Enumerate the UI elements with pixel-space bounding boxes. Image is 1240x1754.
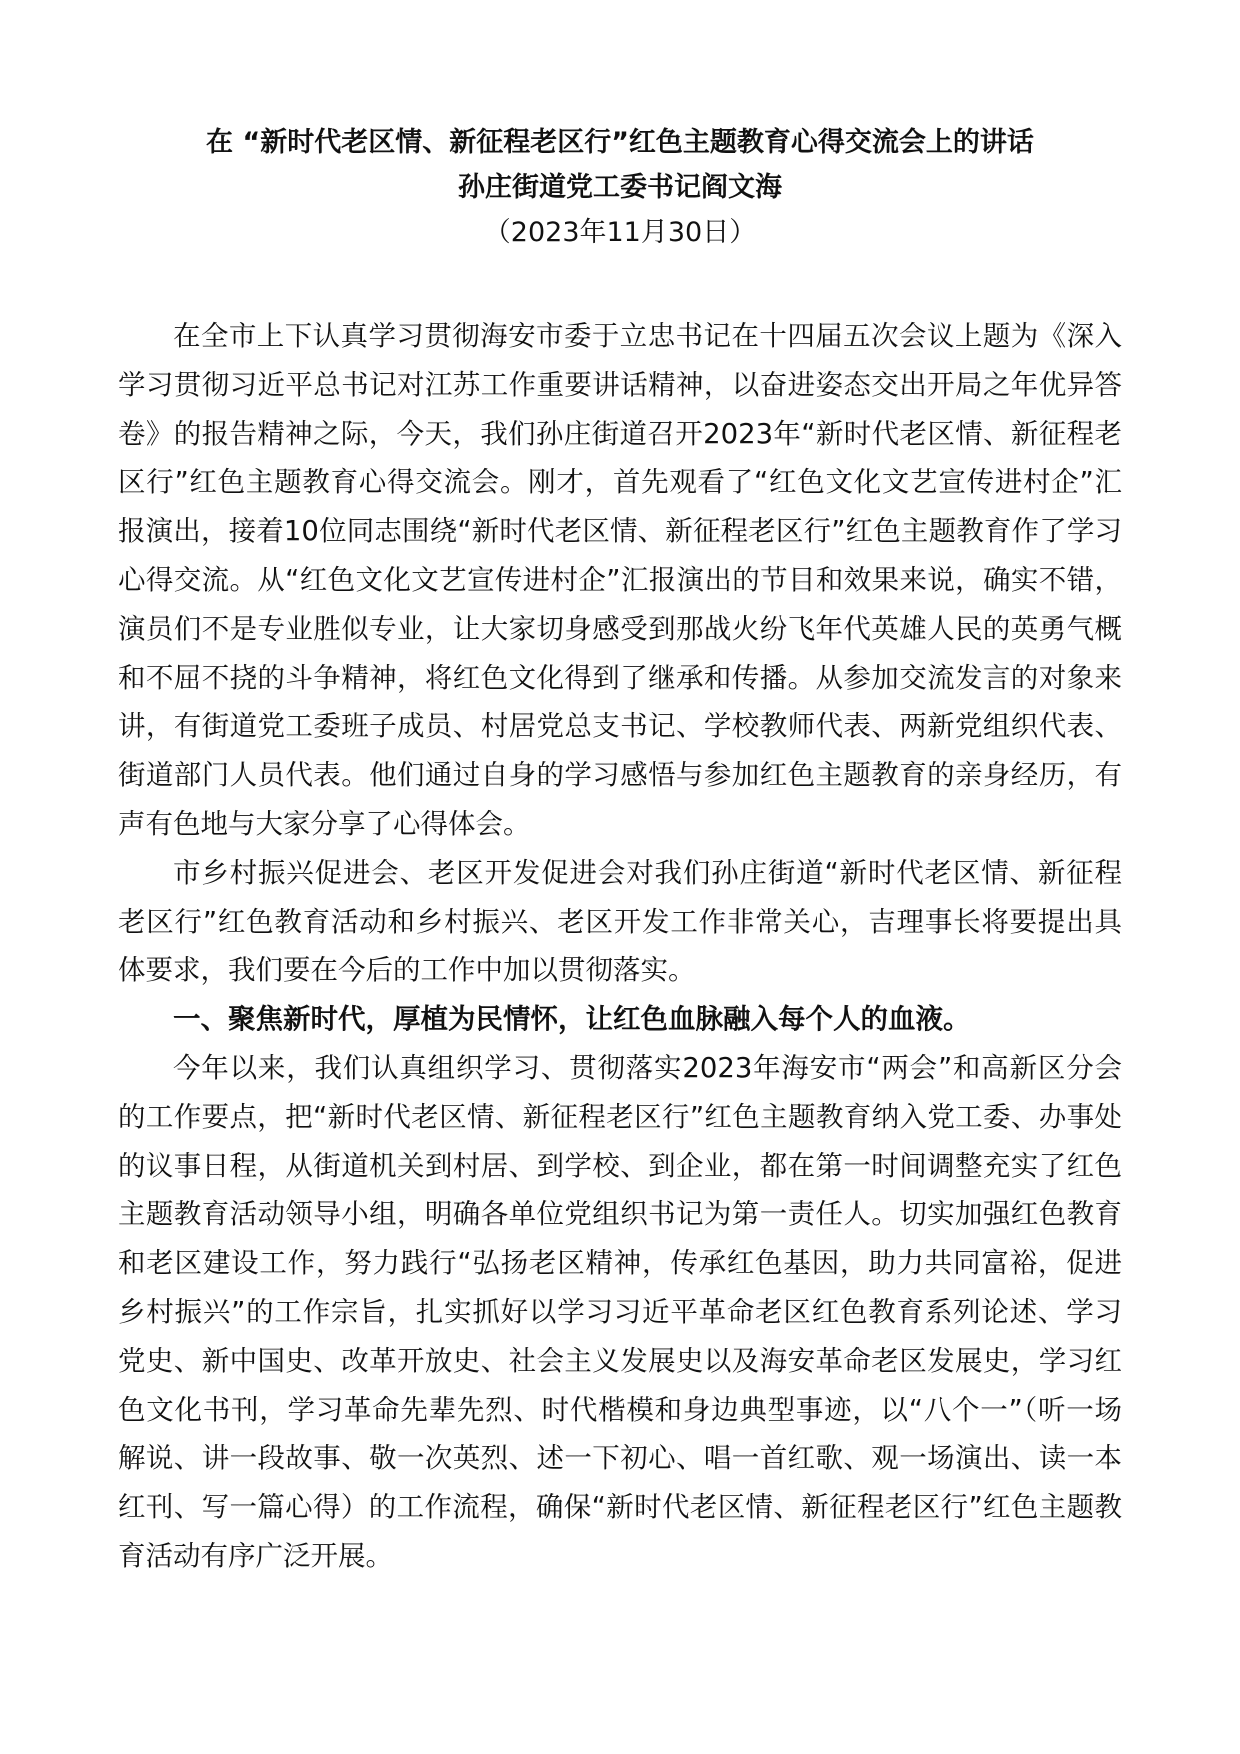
document-date: （2023年11月30日） <box>483 217 757 248</box>
body-paragraph: 今年以来，我们认真组织学习、贯彻落实2023年海安市“两会”和高新区分会的工作要点，把“新时代老区情、新征程老区行”红色主题教育纳入党工委、办事处的议事日程，从街道机关到村居、到学校、到企业，都在第一时间调整充实了红色主题教育活动领导小组，明确各单位党组织书记为第一责任人。切实加强红色教育和老区建设工作，努力践行“弘扬老区精神，传承红色基因，助力共同富裕，促进乡村振兴”的工作宗旨，扎实抓好以学习习近平革命老区红色教育系列论述、学习党史、新中国史、改革开放史、社会主义发展史以及海安革命老区发展史，学习红色文化书刊，学习革命先辈先烈、时代楷模和身边典型事迹，以“八个一”（听一场解说、讲一段故事、敬一次英烈、述一下初心、唱一首红歌、观一场演出、读一本红刊、写一篇心得）的工作流程，确保“新时代老区情、新征程老区行”红色主题教育活动有序广泛开展。 <box>118 1051 1122 1572</box>
document-author: 孙庄街道党工委书记阎文海 <box>458 172 782 203</box>
document-title: 在 “新时代老区情、新征程老区行”红色主题教育心得交流会上的讲话 <box>206 127 1034 158</box>
heading-spacer <box>118 255 1122 312</box>
body-paragraph: 市乡村振兴促进会、老区开发促进会对我们孙庄街道“新时代老区情、新征程老区行”红色教育活动和乡村振兴、老区开发工作非常关心，吉理事长将要提出具体要求，我们要在今后的工作中加以贯彻落实。 <box>118 856 1122 987</box>
section-heading: 一、聚焦新时代，厚植为民情怀，让红色血脉融入每个人的血液。 <box>173 1003 971 1036</box>
body-paragraph: 在全市上下认真学习贯彻海安市委于立忠书记在十四届五次会议上题为《深入学习贯彻习近平总书记对江苏工作重要讲话精神，以奋进姿态交出开局之年优异答卷》的报告精神之际，今天，我们孙庄街道召开2023年“新时代老区情、新征程老区行”红色主题教育心得交流会。刚才，首先观看了“红色文化文艺宣传进村企”汇报演出，接着10位同志围绕“新时代老区情、新征程老区行”红色主题教育作了学习心得交流。从“红色文化文艺宣传进村企”汇报演出的节目和效果来说，确实不错，演员们不是专业胜似专业，让大家切身感受到那战火纷飞年代英雄人民的英勇气概和不屈不挠的斗争精神，将红色文化得到了继承和传播。从参加交流发言的对象来讲，有街道党工委班子成员、村居党总支书记、学校教师代表、两新党组织代表、街道部门人员代表。他们通过自身的学习感悟与参加红色主题教育的亲身经历，有声有色地与大家分享了心得体会。 <box>118 320 1122 840</box>
